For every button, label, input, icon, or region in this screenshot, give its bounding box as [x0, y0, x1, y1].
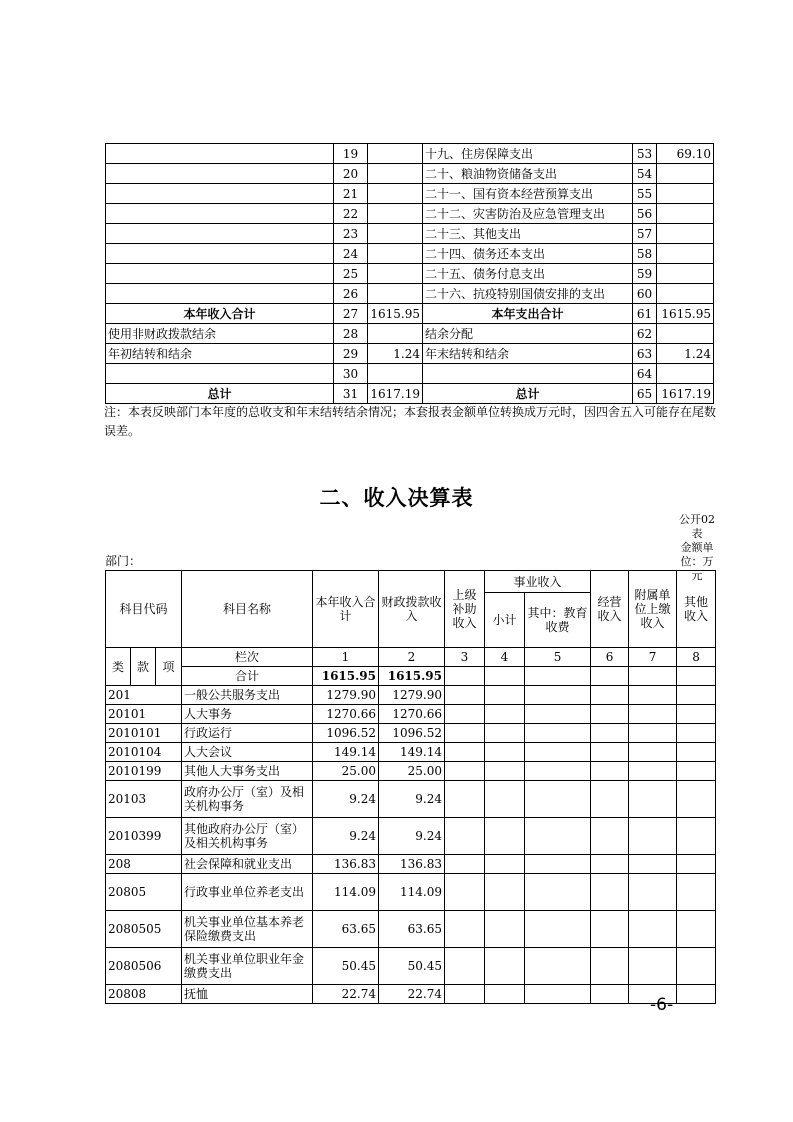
header-lanci: 栏次	[182, 648, 313, 667]
empty-cell	[591, 855, 629, 874]
dept-label: 部门：	[105, 554, 142, 568]
cell-code: 2080505	[106, 911, 182, 948]
empty-cell	[629, 781, 677, 818]
table-row	[106, 686, 716, 705]
table-row	[106, 284, 714, 304]
empty-cell	[677, 705, 716, 724]
cell-name: 人大会议	[182, 743, 313, 762]
cell-right-label: 二十三、其他支出	[423, 224, 633, 244]
empty-cell	[445, 911, 485, 948]
empty-cell	[629, 911, 677, 948]
cell-left-no: 21	[334, 184, 368, 204]
table-row	[106, 948, 716, 985]
header-name: 科目名称	[182, 571, 313, 648]
empty-cell	[525, 874, 591, 911]
empty-cell	[629, 874, 677, 911]
cell-left-label	[106, 144, 334, 164]
cell-left-no: 23	[334, 224, 368, 244]
cell-left-no: 29	[334, 344, 368, 364]
cell-fiscal: 25.00	[379, 762, 445, 781]
cell-left-val	[368, 364, 423, 384]
cell-fiscal: 1270.66	[379, 705, 445, 724]
table-row	[106, 144, 714, 164]
cell-left-val: 1617.19	[368, 384, 423, 404]
empty-cell	[525, 762, 591, 781]
cell-code: 2080506	[106, 948, 182, 985]
table-row	[106, 324, 714, 344]
cell-current: 114.09	[313, 874, 379, 911]
cell-current: 1270.66	[313, 705, 379, 724]
empty-cell	[591, 743, 629, 762]
cell-fiscal: 136.83	[379, 855, 445, 874]
cell-right-val: 1.24	[657, 344, 714, 364]
empty-cell	[485, 762, 525, 781]
empty-cell	[629, 724, 677, 743]
total-current: 1615.95	[313, 667, 379, 686]
cell-left-val	[368, 224, 423, 244]
cell-code: 201	[106, 686, 182, 705]
table-row	[106, 344, 714, 364]
empty-cell	[629, 705, 677, 724]
cell-right-val	[657, 204, 714, 224]
cell-right-label: 二十五、债务付息支出	[423, 264, 633, 284]
table-row	[106, 384, 714, 404]
col-num-1: 1	[313, 648, 379, 667]
empty-cell	[525, 985, 591, 1004]
header-code: 科目代码	[106, 571, 182, 648]
cell-left-label: 本年收入合计	[106, 304, 334, 324]
cell-name: 其他人大事务支出	[182, 762, 313, 781]
empty-cell	[591, 985, 629, 1004]
cell-right-no: 61	[633, 304, 657, 324]
cell-fiscal: 114.09	[379, 874, 445, 911]
cell-code: 2010199	[106, 762, 182, 781]
empty-cell	[485, 781, 525, 818]
cell-fiscal: 50.45	[379, 948, 445, 985]
empty-cell	[677, 948, 716, 985]
table-row	[106, 244, 714, 264]
header-career: 事业收入	[485, 571, 591, 593]
col-num-2: 2	[379, 648, 445, 667]
total-label: 合计	[182, 667, 313, 686]
empty-cell	[629, 818, 677, 855]
empty-cell	[445, 855, 485, 874]
table-row	[106, 224, 714, 244]
cell-left-no: 30	[334, 364, 368, 384]
empty-cell	[677, 855, 716, 874]
header-affiliated: 附属单位上缴收入	[629, 571, 677, 648]
cell-left-label	[106, 264, 334, 284]
empty-cell	[629, 762, 677, 781]
cell-right-no: 63	[633, 344, 657, 364]
table-row	[106, 204, 714, 224]
cell-code: 20103	[106, 781, 182, 818]
header-fiscal: 财政拨款收入	[379, 571, 445, 648]
cell-right-no: 53	[633, 144, 657, 164]
empty-cell	[525, 948, 591, 985]
page-number: -6-	[650, 995, 674, 1015]
cell-left-no: 25	[334, 264, 368, 284]
cell-right-label: 二十一、国有资本经营预算支出	[423, 184, 633, 204]
empty-cell	[591, 781, 629, 818]
table-row	[106, 705, 716, 724]
cell-left-val	[368, 264, 423, 284]
cell-name: 其他政府办公厅（室）及相关机构事务	[182, 818, 313, 855]
empty-cell	[525, 911, 591, 948]
cell-right-val: 69.10	[657, 144, 714, 164]
empty-cell	[525, 686, 591, 705]
empty-cell	[677, 781, 716, 818]
cell-right-no: 56	[633, 204, 657, 224]
col-num-6: 6	[591, 648, 629, 667]
table-row	[106, 164, 714, 184]
total-fiscal: 1615.95	[379, 667, 445, 686]
empty-cell	[677, 686, 716, 705]
cell-left-label: 年初结转和结余	[106, 344, 334, 364]
cell-left-label	[106, 244, 334, 264]
cell-left-label	[106, 164, 334, 184]
cell-left-val	[368, 324, 423, 344]
cell-current: 9.24	[313, 818, 379, 855]
cell-name: 行政事业单位养老支出	[182, 874, 313, 911]
cell-left-no: 20	[334, 164, 368, 184]
cell-code: 20808	[106, 985, 182, 1004]
cell-left-no: 26	[334, 284, 368, 304]
cell-name: 行政运行	[182, 724, 313, 743]
cell-right-val	[657, 164, 714, 184]
empty-cell	[629, 743, 677, 762]
cell-right-val	[657, 244, 714, 264]
cell-left-val	[368, 284, 423, 304]
cell-right-val	[657, 364, 714, 384]
empty-cell	[677, 724, 716, 743]
cell-left-label	[106, 184, 334, 204]
cell-left-no: 19	[334, 144, 368, 164]
cell-left-val	[368, 184, 423, 204]
cell-right-label	[423, 364, 633, 384]
cell-left-val: 1615.95	[368, 304, 423, 324]
empty-cell	[485, 724, 525, 743]
empty-cell	[591, 686, 629, 705]
empty-cell	[445, 705, 485, 724]
empty-cell	[445, 686, 485, 705]
empty-cell	[525, 724, 591, 743]
table-row	[106, 874, 716, 911]
income-table	[105, 570, 716, 1004]
table-code-badge: 公开02表 金额单位：万元	[679, 513, 715, 582]
header-subtotal: 小计	[485, 593, 525, 648]
cell-name: 一般公共服务支出	[182, 686, 313, 705]
empty-cell	[591, 724, 629, 743]
empty-cell	[591, 705, 629, 724]
cell-right-label: 二十六、抗疫特别国债安排的支出	[423, 284, 633, 304]
cell-left-no: 28	[334, 324, 368, 344]
empty-cell	[485, 911, 525, 948]
cell-right-val	[657, 284, 714, 304]
empty-cell	[629, 855, 677, 874]
empty-cell	[525, 705, 591, 724]
cell-right-label: 本年支出合计	[423, 304, 633, 324]
cell-right-val	[657, 224, 714, 244]
table-row	[106, 781, 716, 818]
empty-cell	[677, 874, 716, 911]
cell-fiscal: 63.65	[379, 911, 445, 948]
cell-right-label: 总计	[423, 384, 633, 404]
cell-left-label	[106, 204, 334, 224]
empty-cell	[629, 948, 677, 985]
col-num-8: 8	[677, 648, 716, 667]
cell-left-no: 24	[334, 244, 368, 264]
header-superior: 上级补助收入	[445, 571, 485, 648]
header-lei: 类	[106, 648, 131, 686]
cell-current: 25.00	[313, 762, 379, 781]
empty-cell	[525, 743, 591, 762]
empty-cell	[485, 743, 525, 762]
empty-cell	[445, 985, 485, 1004]
table-row	[106, 762, 716, 781]
cell-left-no: 27	[334, 304, 368, 324]
header-current-income: 本年收入合计	[313, 571, 379, 648]
cell-code: 208	[106, 855, 182, 874]
empty-cell	[485, 705, 525, 724]
cell-right-label: 十九、住房保障支出	[423, 144, 633, 164]
col-num-3: 3	[445, 648, 485, 667]
cell-name: 机关事业单位职业年金缴费支出	[182, 948, 313, 985]
empty-cell	[677, 911, 716, 948]
cell-right-label: 二十四、债务还本支出	[423, 244, 633, 264]
table-row	[106, 818, 716, 855]
cell-current: 149.14	[313, 743, 379, 762]
cell-fiscal: 1096.52	[379, 724, 445, 743]
cell-left-label	[106, 224, 334, 244]
cell-left-label	[106, 284, 334, 304]
cell-right-label: 年末结转和结余	[423, 344, 633, 364]
cell-right-label: 结余分配	[423, 324, 633, 344]
cell-right-val	[657, 324, 714, 344]
cell-current: 1279.90	[313, 686, 379, 705]
table-row	[106, 855, 716, 874]
table-row	[106, 724, 716, 743]
cell-right-no: 57	[633, 224, 657, 244]
cell-right-no: 64	[633, 364, 657, 384]
cell-name: 政府办公厅（室）及相关机构事务	[182, 781, 313, 818]
cell-right-no: 54	[633, 164, 657, 184]
section-title: 二、收入决算表	[319, 486, 474, 510]
empty-cell	[591, 818, 629, 855]
cell-current: 22.74	[313, 985, 379, 1004]
cell-code: 2010399	[106, 818, 182, 855]
empty-cell	[677, 762, 716, 781]
cell-current: 63.65	[313, 911, 379, 948]
cell-left-no: 22	[334, 204, 368, 224]
cell-name: 社会保障和就业支出	[182, 855, 313, 874]
empty-cell	[591, 911, 629, 948]
cell-right-no: 58	[633, 244, 657, 264]
cell-left-val	[368, 164, 423, 184]
cell-right-val: 1615.95	[657, 304, 714, 324]
empty-cell	[591, 874, 629, 911]
cell-fiscal: 149.14	[379, 743, 445, 762]
header-education: 其中：教育收费	[525, 593, 591, 648]
cell-right-label: 二十、粮油物资储备支出	[423, 164, 633, 184]
cell-fiscal: 9.24	[379, 818, 445, 855]
cell-name: 人大事务	[182, 705, 313, 724]
table-row	[106, 304, 714, 324]
cell-right-val	[657, 264, 714, 284]
cell-left-val	[368, 204, 423, 224]
col-num-4: 4	[485, 648, 525, 667]
table-row	[106, 743, 716, 762]
empty-cell	[525, 781, 591, 818]
cell-right-no: 62	[633, 324, 657, 344]
cell-name: 抚恤	[182, 985, 313, 1004]
cell-current: 50.45	[313, 948, 379, 985]
cell-current: 1096.52	[313, 724, 379, 743]
empty-cell	[525, 855, 591, 874]
cell-fiscal: 1279.90	[379, 686, 445, 705]
cell-right-val: 1617.19	[657, 384, 714, 404]
cell-right-no: 55	[633, 184, 657, 204]
balance-table	[105, 143, 714, 404]
table-row	[106, 364, 714, 384]
table-row	[106, 985, 716, 1004]
cell-right-val	[657, 184, 714, 204]
cell-left-label: 总计	[106, 384, 334, 404]
col-num-5: 5	[525, 648, 591, 667]
empty-cell	[445, 781, 485, 818]
cell-left-val: 1.24	[368, 344, 423, 364]
cell-fiscal: 9.24	[379, 781, 445, 818]
cell-code: 2010101	[106, 724, 182, 743]
table-row	[106, 264, 714, 284]
cell-left-val	[368, 244, 423, 264]
empty-cell	[445, 948, 485, 985]
empty-cell	[445, 762, 485, 781]
header-operating: 经营收入	[591, 571, 629, 648]
cell-left-label: 使用非财政拨款结余	[106, 324, 334, 344]
table-row	[106, 911, 716, 948]
empty-cell	[485, 874, 525, 911]
empty-cell	[525, 818, 591, 855]
cell-current: 9.24	[313, 781, 379, 818]
empty-cell	[485, 686, 525, 705]
empty-cell	[485, 985, 525, 1004]
col-num-7: 7	[629, 648, 677, 667]
cell-current: 136.83	[313, 855, 379, 874]
empty-cell	[485, 948, 525, 985]
cell-code: 20805	[106, 874, 182, 911]
empty-cell	[677, 818, 716, 855]
empty-cell	[445, 818, 485, 855]
cell-name: 机关事业单位基本养老保险缴费支出	[182, 911, 313, 948]
header-other: 其他收入	[677, 571, 716, 648]
cell-right-no: 59	[633, 264, 657, 284]
empty-cell	[485, 855, 525, 874]
header-xiang: 项	[156, 648, 182, 686]
table-row	[106, 184, 714, 204]
cell-code: 2010104	[106, 743, 182, 762]
empty-cell	[445, 874, 485, 911]
empty-cell	[591, 948, 629, 985]
cell-right-label: 二十二、灾害防治及应急管理支出	[423, 204, 633, 224]
cell-right-no: 60	[633, 284, 657, 304]
header-kuan: 款	[131, 648, 156, 686]
cell-left-no: 31	[334, 384, 368, 404]
empty-cell	[629, 686, 677, 705]
table-note: 注：本表反映部门本年度的总收支和年末结转结余情况；本套报表金额单位转换成万元时，因四舍五入可能存在尾数误差。	[104, 405, 717, 438]
empty-cell	[677, 985, 716, 1004]
cell-fiscal: 22.74	[379, 985, 445, 1004]
cell-left-val	[368, 144, 423, 164]
empty-cell	[445, 724, 485, 743]
empty-cell	[485, 818, 525, 855]
cell-left-label	[106, 364, 334, 384]
cell-right-no: 65	[633, 384, 657, 404]
empty-cell	[591, 762, 629, 781]
empty-cell	[677, 743, 716, 762]
cell-code: 20101	[106, 705, 182, 724]
empty-cell	[445, 743, 485, 762]
